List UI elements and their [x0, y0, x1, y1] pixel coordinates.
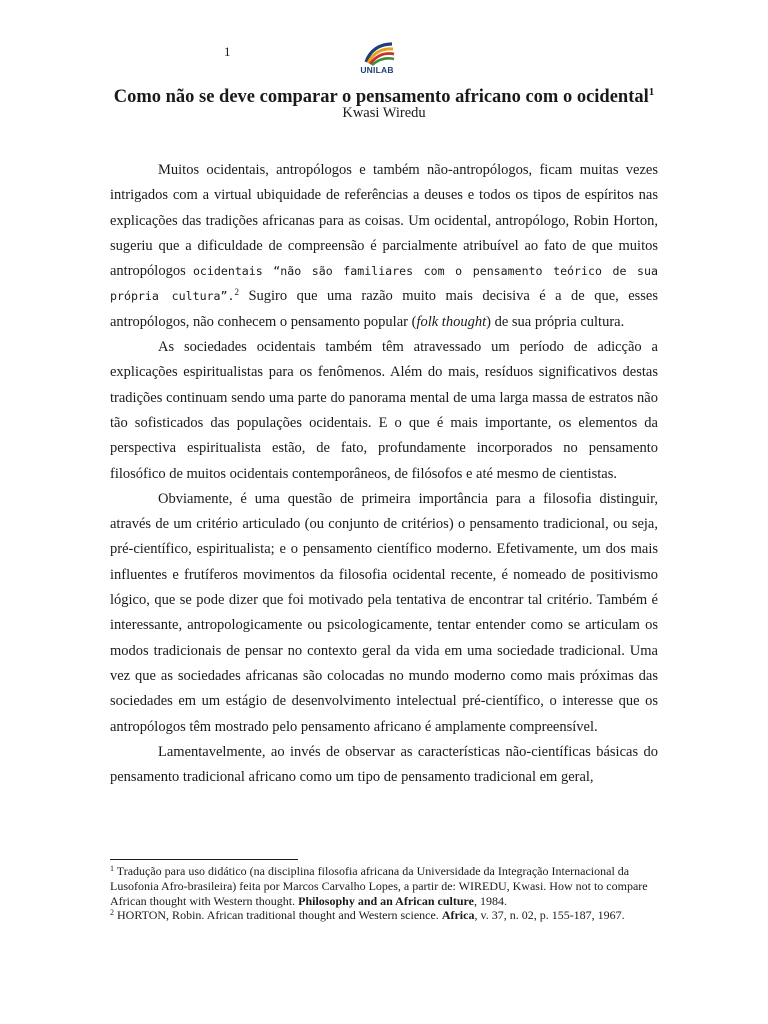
title-text: Como não se deve comparar o pensamento africano com o ocidental: [113, 87, 649, 108]
paragraph-1: [110, 158, 658, 335]
author-name: Kwasi Wiredu: [342, 105, 426, 121]
footnote-2-end: , v. 37, n. 02, p. 155-187, 1967.: [474, 908, 625, 923]
unilab-logo: [352, 38, 402, 82]
footnote-2-text: HORTON, Robin. African traditional thought and Western science.: [114, 908, 442, 923]
footnote-1-number: 1: [110, 864, 114, 873]
footnotes: [110, 864, 658, 923]
page-number: 1: [224, 44, 231, 59]
title-footnote-ref[interactable]: 1: [648, 86, 655, 98]
footnote-1-book-title: Philosophy and an African culture: [298, 893, 474, 908]
footnote-2: [110, 908, 658, 923]
footnote-2-journal: Africa: [441, 908, 475, 923]
paragraph-1-text-cont: Sugiro que uma razão muito mais decisiva é a de que, esses antropólogos, não conhecem o pensamento popular (: [110, 288, 658, 330]
folk-thought-term: folk thought: [416, 313, 487, 330]
unilab-logo-icon: [352, 38, 402, 66]
footnote-1: [110, 864, 658, 908]
horton-quote: ocidentais “não são familiares com o pensamento teórico de sua própria cultura”.: [110, 264, 659, 304]
footnote-2-number: 2: [110, 908, 114, 918]
footnote-1-text: Tradução para uso didático (na disciplina filosofia africana da Universidade da Integração Internacional da Lusofonia Afro-brasileira) feita por Marcos Carvalho Lopes, a partir de: WIREDU, Kwasi. How not to compare African thought with Western thought.: [110, 864, 648, 908]
footnote-divider: [110, 859, 298, 860]
paragraph-2: As sociedades ocidentais também têm atravessado um período de adicção a explicações espiritualistas para os fenômenos. Além do mais, resíduos significativos destas tradições continuam sendo uma parte do panorama mental de uma larga massa de estratos não tão sofisticados das populações ocidentais. E o que é mais importante, os elementos da perspectiva espiritualista estão, de fato, profundamente incorporados no pensamento filosófico de muitos ocidentais contemporâneos, de filósofos e até mesmo de cientistas.: [110, 339, 658, 482]
footnote-1-end: , 1984.: [473, 893, 507, 908]
paragraph-1-text-end: ) de sua própria cultura.: [486, 313, 625, 330]
paragraph-1-text: Muitos ocidentais, antropólogos e também não-antropólogos, ficam muitas vezes intrigados com a virtual ubiquidade de referências a deuses e todos os tipos de espíritos nas explicações das tradições africanas para as coisas. Um ocidental, antropólogo, Robin Horton, sugeriu que a dificuldade de compreensão é parcialmente atribuível ao fato de que muitos antropólogos: [110, 162, 658, 280]
paragraph-3: Obviamente, é uma questão de primeira importância para a filosofia distinguir, através de um critério articulado (ou conjunto de critérios) o pensamento tradicional, ou seja, pré-científico, espiritualista; e o pensamento científico moderno. Efetivamente, um dos mais influentes e frutíferos movimentos da filosofia ocidental recente, é nomeado de positivismo lógico, que se pode dizer que foi motivado pela tentativa de encontrar tal critério. Também é interessante, antropologicamente ou psicologicamente, tentar entender como se articulam os modos tradicionais de pensar no contexto geral da vida em uma sociedade tradicional. Uma vez que as sociedades africanas são colocadas no mundo moderno como mais próximas das sociedades em um estágio de desenvolvimento intelectual pré-científico, o interesse que os antropólogos têm mostrado pelo pensamento africano é amplamente compreensível.: [110, 490, 658, 735]
paragraph-4: Lamentavelmente, ao invés de observar as características não-científicas básicas do pensamento tradicional africano como um tipo de pensamento tradicional em geral,: [110, 743, 658, 786]
footnote-ref-2[interactable]: 2: [234, 287, 239, 298]
body-text: [110, 158, 658, 790]
logo-text: UNILAB: [360, 65, 394, 75]
